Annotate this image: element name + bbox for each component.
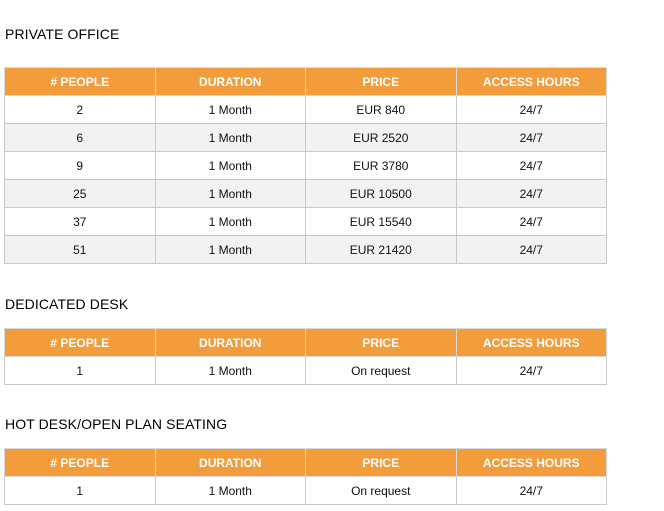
cell-price: EUR 15540: [306, 208, 457, 236]
cell-access-hours: 24/7: [456, 96, 607, 124]
table-row: [5, 124, 607, 152]
cell-duration: 1 Month: [155, 236, 306, 264]
cell-price: On request: [306, 477, 457, 505]
cell-price: EUR 21420: [306, 236, 457, 264]
cell-duration: 1 Month: [155, 357, 306, 385]
cell-duration: 1 Month: [155, 124, 306, 152]
table-row: [5, 152, 607, 180]
cell-duration: 1 Month: [155, 96, 306, 124]
table-row: [5, 357, 607, 385]
cell-price: On request: [306, 357, 457, 385]
table-row: [5, 236, 607, 264]
table-header-row: [5, 449, 607, 477]
column-header-price: PRICE: [306, 329, 457, 357]
column-header-people: # PEOPLE: [5, 449, 156, 477]
column-header-access-hours: ACCESS HOURS: [456, 449, 607, 477]
cell-people: 1: [5, 357, 156, 385]
cell-duration: 1 Month: [155, 152, 306, 180]
column-header-duration: DURATION: [155, 449, 306, 477]
column-header-people: # PEOPLE: [5, 329, 156, 357]
table-row: [5, 208, 607, 236]
cell-access-hours: 24/7: [456, 152, 607, 180]
cell-access-hours: 24/7: [456, 236, 607, 264]
cell-people: 51: [5, 236, 156, 264]
column-header-access-hours: ACCESS HOURS: [456, 68, 607, 96]
private-office-table: [4, 67, 607, 264]
cell-access-hours: 24/7: [456, 357, 607, 385]
cell-access-hours: 24/7: [456, 208, 607, 236]
column-header-people: # PEOPLE: [5, 68, 156, 96]
cell-price: EUR 2520: [306, 124, 457, 152]
column-header-access-hours: ACCESS HOURS: [456, 329, 607, 357]
cell-price: EUR 840: [306, 96, 457, 124]
cell-duration: 1 Month: [155, 180, 306, 208]
cell-people: 2: [5, 96, 156, 124]
cell-access-hours: 24/7: [456, 180, 607, 208]
table-row: [5, 180, 607, 208]
cell-people: 6: [5, 124, 156, 152]
cell-access-hours: 24/7: [456, 124, 607, 152]
cell-people: 1: [5, 477, 156, 505]
cell-duration: 1 Month: [155, 477, 306, 505]
cell-access-hours: 24/7: [456, 477, 607, 505]
section-title-dedicated-desk: DEDICATED DESK: [5, 296, 129, 312]
section-title-hot-desk: HOT DESK/OPEN PLAN SEATING: [5, 416, 228, 432]
cell-people: 37: [5, 208, 156, 236]
dedicated-desk-table: [4, 328, 607, 385]
table-row: [5, 477, 607, 505]
cell-people: 9: [5, 152, 156, 180]
hot-desk-table: [4, 448, 607, 505]
table-header-row: [5, 68, 607, 96]
column-header-price: PRICE: [306, 449, 457, 477]
cell-price: EUR 10500: [306, 180, 457, 208]
table-header-row: [5, 329, 607, 357]
column-header-price: PRICE: [306, 68, 457, 96]
cell-duration: 1 Month: [155, 208, 306, 236]
section-title-private-office: PRIVATE OFFICE: [5, 26, 120, 42]
cell-people: 25: [5, 180, 156, 208]
table-row: [5, 96, 607, 124]
column-header-duration: DURATION: [155, 68, 306, 96]
column-header-duration: DURATION: [155, 329, 306, 357]
cell-price: EUR 3780: [306, 152, 457, 180]
